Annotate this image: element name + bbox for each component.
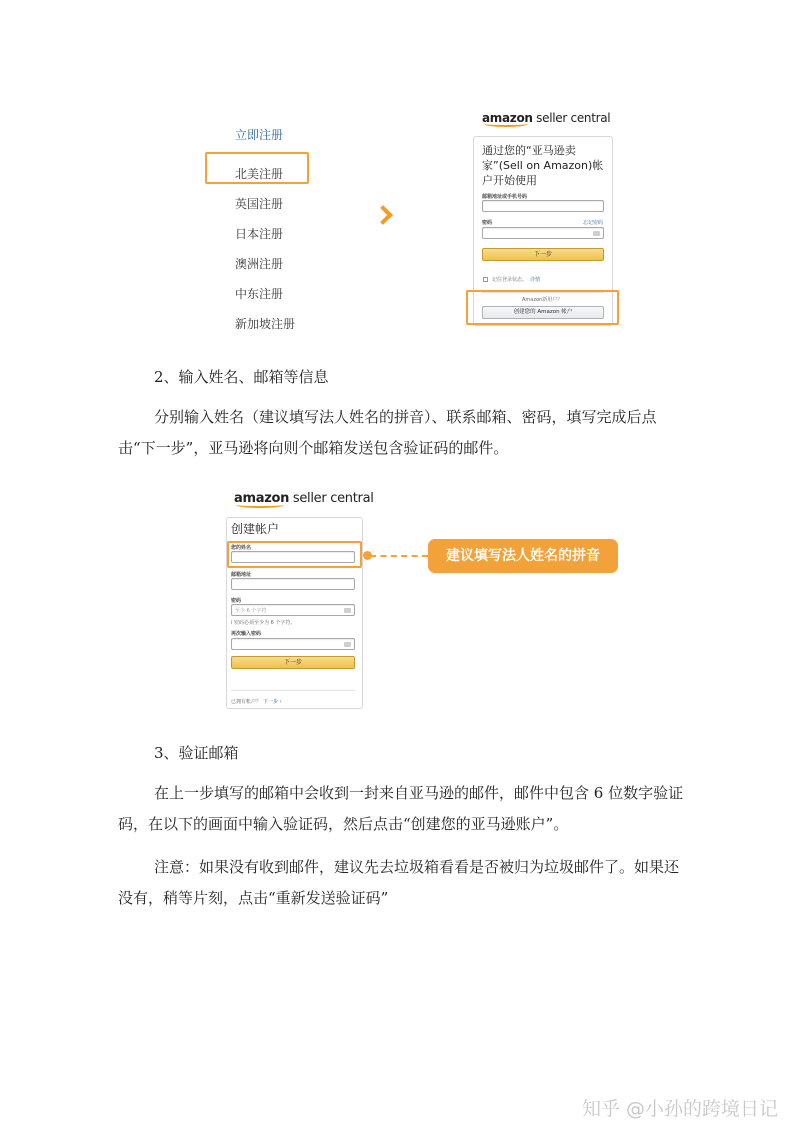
next-button-2[interactable]: 下一步 xyxy=(231,656,355,669)
name-label: 您的姓名 xyxy=(231,545,252,551)
callout-connector xyxy=(370,555,428,557)
logo-seller-central-text: seller central xyxy=(532,111,611,125)
amazon-smile-icon-2 xyxy=(236,502,284,508)
email-input[interactable] xyxy=(482,200,604,212)
callout-badge: 建议填写法人姓名的拼音 xyxy=(428,539,618,573)
email-label: 邮箱地址或手机号码 xyxy=(482,194,528,200)
password-key-icon-2 xyxy=(344,608,351,613)
region-item-uk[interactable]: 英国注册 xyxy=(235,197,284,211)
create-account-highlight xyxy=(466,290,619,325)
remember-label: 记住登录状态。 xyxy=(492,277,528,283)
confirm-key-icon xyxy=(344,642,351,647)
region-item-north-america[interactable]: 北美注册 xyxy=(235,167,284,181)
email-label-2: 邮箱地址 xyxy=(231,572,252,578)
have-account-text: 已拥有帐户？ xyxy=(231,699,262,705)
section3-paragraph1: 在上一步填写的邮箱中会收到一封来自亚马逊的邮件，邮件中包含 6 位数字验证码，在以下的画面中输入验证码，然后点击“创建您的亚马逊账户”。 xyxy=(118,784,684,833)
details-link[interactable]: 详情 xyxy=(530,277,541,283)
password-label: 密码 xyxy=(482,220,493,226)
logo-amazon-text: amazon xyxy=(482,111,533,125)
password-placeholder: 至少 6 个字符 xyxy=(235,608,267,614)
section2-heading: 2、输入姓名、邮箱等信息 xyxy=(154,368,329,386)
password-label-2: 密码 xyxy=(231,598,242,604)
password-input[interactable] xyxy=(482,227,604,239)
login-heading: 通过您的“亚马逊卖家”(Sell on Amazon)帐户开始使用 xyxy=(482,144,604,187)
password-key-icon xyxy=(593,231,600,236)
forgot-password-link[interactable]: 忘记密码 xyxy=(583,220,604,226)
logo-amazon-text-2: amazon xyxy=(234,491,290,506)
section3-heading: 3、验证邮箱 xyxy=(154,744,239,762)
region-item-singapore[interactable]: 新加坡注册 xyxy=(235,317,296,331)
password-input-2[interactable] xyxy=(231,604,355,616)
create-account-button[interactable]: 创建您的 Amazon 帐户 xyxy=(482,306,604,319)
remember-checkbox[interactable] xyxy=(483,277,488,282)
chevron-right-icon xyxy=(373,205,393,225)
email-input-2[interactable] xyxy=(231,578,355,590)
region-item-australia[interactable]: 澳洲注册 xyxy=(235,257,284,271)
amazon-smile-icon xyxy=(484,121,528,127)
logo-seller-central-text-2: seller central xyxy=(289,491,374,506)
region-title[interactable]: 立即注册 xyxy=(235,128,284,142)
confirm-password-label: 再次输入密码 xyxy=(231,631,262,637)
section2-paragraph: 分别输入姓名（建议填写法人姓名的拼音）、联系邮箱、密码，填写完成后点击“下一步”，亚马逊将向则个邮箱发送包含验证码的邮件。 xyxy=(118,408,657,457)
next-button[interactable]: 下一步 xyxy=(482,248,604,261)
divider-2 xyxy=(231,690,355,691)
section3-paragraph2: 注意：如果没有收到邮件，建议先去垃圾箱看看是否被归为垃圾邮件了。如果还没有，稍等片刻，点击“重新发送验证码” xyxy=(118,858,680,907)
create-account-heading: 创建帐户 xyxy=(231,522,280,536)
north-america-highlight xyxy=(205,152,309,184)
name-highlight xyxy=(227,541,362,568)
signin-link[interactable]: 下一步 › xyxy=(263,699,282,705)
confirm-password-input[interactable] xyxy=(231,638,355,650)
password-hint: i 密码必须至少为 6 个字符。 xyxy=(231,620,296,626)
region-item-middle-east[interactable]: 中东注册 xyxy=(235,287,284,301)
region-item-japan[interactable]: 日本注册 xyxy=(235,227,284,241)
new-user-text: Amazon新用户？ xyxy=(522,297,563,303)
zhihu-watermark: 知乎 @小孙的跨境日记 xyxy=(581,1098,778,1120)
